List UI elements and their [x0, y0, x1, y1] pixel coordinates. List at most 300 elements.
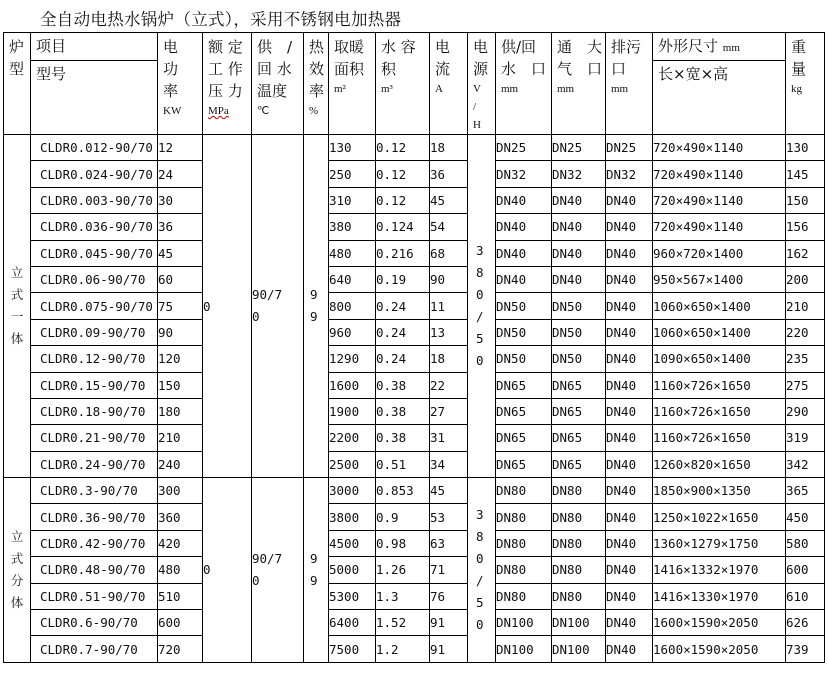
heating-area-cell: 3000	[329, 478, 376, 504]
model-cell: CLDR0.18-90/70	[31, 398, 158, 424]
header-label: 效	[309, 60, 325, 78]
temperature-cell	[252, 135, 304, 478]
header-label: 流	[435, 60, 451, 78]
table-row	[4, 636, 825, 662]
dimensions-cell: 720×490×1140	[653, 187, 786, 213]
current-cell: 90	[430, 266, 468, 292]
drain-cell: DN40	[606, 187, 653, 213]
model-cell: CLDR0.012-90/70	[31, 135, 158, 161]
heating-area-cell: 800	[329, 293, 376, 319]
dimensions-cell: 720×490×1140	[653, 214, 786, 240]
header-unit: m²	[334, 83, 346, 95]
model-cell: CLDR0.075-90/70	[31, 293, 158, 319]
drain-cell: DN40	[606, 346, 653, 372]
voltage-cell	[468, 135, 496, 478]
header-power	[158, 33, 203, 135]
header-label: 取暖	[334, 38, 365, 56]
model-cell: CLDR0.24-90/70	[31, 451, 158, 477]
weight-cell: 626	[786, 610, 825, 636]
vent-cell: DN40	[552, 214, 606, 240]
power-cell: 12	[158, 135, 203, 161]
header-label: 源	[473, 60, 489, 78]
model-cell: CLDR0.036-90/70	[31, 214, 158, 240]
header-label: 供 /	[257, 38, 293, 56]
weight-cell: 275	[786, 372, 825, 398]
power-cell: 60	[158, 266, 203, 292]
vent-cell: DN50	[552, 346, 606, 372]
current-cell: 36	[430, 161, 468, 187]
drain-cell: DN40	[606, 478, 653, 504]
supply-return-cell: DN40	[496, 187, 552, 213]
furnace-type-char: 一	[10, 309, 24, 325]
current-cell: 91	[430, 636, 468, 662]
voltage-char: 8	[476, 528, 484, 544]
table-row	[4, 135, 825, 161]
header-unit: %	[309, 105, 319, 117]
furnace-type-cell	[4, 135, 31, 478]
weight-cell: 130	[786, 135, 825, 161]
header-temperature	[252, 33, 304, 135]
header-dimensions	[653, 33, 786, 61]
heating-area-cell: 130	[329, 135, 376, 161]
pressure-cell: 0	[203, 478, 252, 663]
heating-area-cell: 2500	[329, 451, 376, 477]
vent-cell: DN65	[552, 425, 606, 451]
header-label: 积	[381, 60, 397, 78]
power-cell: 180	[158, 398, 203, 424]
current-cell: 11	[430, 293, 468, 319]
vent-cell: DN100	[552, 636, 606, 662]
model-cell: CLDR0.15-90/70	[31, 372, 158, 398]
furnace-type-char: 立	[10, 528, 24, 544]
temperature-line: 0	[252, 309, 260, 325]
table-row	[4, 214, 825, 240]
dimensions-cell: 1160×726×1650	[653, 425, 786, 451]
dimensions-cell: 1416×1330×1970	[653, 583, 786, 609]
heating-area-cell: 380	[329, 214, 376, 240]
power-cell: 240	[158, 451, 203, 477]
power-cell: 420	[158, 530, 203, 556]
supply-return-cell: DN50	[496, 293, 552, 319]
vent-cell: DN100	[552, 610, 606, 636]
heating-area-cell: 1900	[329, 398, 376, 424]
dimensions-cell: 1360×1279×1750	[653, 530, 786, 556]
drain-cell: DN40	[606, 504, 653, 530]
furnace-type-cell	[4, 478, 31, 663]
dimensions-cell: 1060×650×1400	[653, 293, 786, 319]
vent-cell: DN50	[552, 293, 606, 319]
table-row	[4, 187, 825, 213]
voltage-char: 3	[476, 506, 484, 522]
current-cell: 68	[430, 240, 468, 266]
voltage-char: 5	[476, 331, 484, 347]
dimensions-cell: 720×490×1140	[653, 161, 786, 187]
pressure-cell: 0	[203, 135, 252, 478]
dimensions-cell: 1260×820×1650	[653, 451, 786, 477]
model-cell: CLDR0.36-90/70	[31, 504, 158, 530]
power-cell: 510	[158, 583, 203, 609]
current-cell: 45	[430, 187, 468, 213]
header-label: 通 大	[557, 38, 603, 56]
current-cell: 45	[430, 478, 468, 504]
header-label: 功	[163, 60, 179, 78]
header-unit: kg	[791, 83, 802, 95]
header-unit: m³	[381, 83, 393, 95]
furnace-type-char: 式	[10, 550, 24, 566]
heating-area-cell: 960	[329, 319, 376, 345]
power-cell: 360	[158, 504, 203, 530]
current-cell: 27	[430, 398, 468, 424]
table-row	[4, 319, 825, 345]
heating-area-cell: 2200	[329, 425, 376, 451]
header-label: 面积	[334, 60, 365, 78]
supply-return-cell: DN32	[496, 161, 552, 187]
power-cell: 45	[158, 240, 203, 266]
header-label: 水 口	[501, 60, 547, 78]
vent-cell: DN50	[552, 319, 606, 345]
weight-cell: 235	[786, 346, 825, 372]
header-label: 回 水	[257, 60, 292, 78]
drain-cell: DN40	[606, 636, 653, 662]
model-cell: CLDR0.024-90/70	[31, 161, 158, 187]
header-power-supply	[468, 33, 496, 135]
current-cell: 18	[430, 135, 468, 161]
heating-area-cell: 640	[329, 266, 376, 292]
drain-cell: DN40	[606, 583, 653, 609]
power-cell: 24	[158, 161, 203, 187]
header-label: 排污	[611, 38, 642, 56]
header-label: 型	[9, 60, 25, 78]
temperature-cell	[252, 478, 304, 663]
header-unit: mm	[611, 83, 629, 95]
supply-return-cell: DN40	[496, 240, 552, 266]
header-label: 率	[309, 82, 325, 100]
model-cell: CLDR0.6-90/70	[31, 610, 158, 636]
table-row	[4, 346, 825, 372]
vent-cell: DN80	[552, 504, 606, 530]
weight-cell: 145	[786, 161, 825, 187]
header-label: 电	[163, 38, 179, 56]
furnace-type-char: 体	[10, 594, 24, 610]
vent-cell: DN80	[552, 530, 606, 556]
header-label: 供/回	[501, 38, 537, 56]
header-label: 电	[435, 38, 451, 56]
current-cell: 91	[430, 610, 468, 636]
weight-cell: 739	[786, 636, 825, 662]
supply-return-cell: DN50	[496, 346, 552, 372]
water-volume-cell: 0.24	[376, 293, 430, 319]
drain-cell: DN40	[606, 266, 653, 292]
current-cell: 34	[430, 451, 468, 477]
dimensions-cell: 720×490×1140	[653, 135, 786, 161]
vent-cell: DN32	[552, 161, 606, 187]
table-row	[4, 161, 825, 187]
heating-area-cell: 310	[329, 187, 376, 213]
dimensions-cell: 1250×1022×1650	[653, 504, 786, 530]
header-label: 水 容	[381, 38, 416, 56]
model-cell: CLDR0.045-90/70	[31, 240, 158, 266]
supply-return-cell: DN65	[496, 451, 552, 477]
voltage-cell	[468, 478, 496, 663]
dimensions-cell: 1600×1590×2050	[653, 636, 786, 662]
model-cell: CLDR0.09-90/70	[31, 319, 158, 345]
supply-return-cell: DN65	[496, 372, 552, 398]
voltage-char: /	[476, 309, 484, 325]
table-row	[4, 266, 825, 292]
power-cell: 90	[158, 319, 203, 345]
drain-cell: DN40	[606, 451, 653, 477]
dimensions-cell: 960×720×1400	[653, 240, 786, 266]
model-cell: CLDR0.42-90/70	[31, 530, 158, 556]
header-current	[430, 33, 468, 135]
weight-cell: 162	[786, 240, 825, 266]
water-volume-cell: 0.216	[376, 240, 430, 266]
supply-return-cell: DN65	[496, 425, 552, 451]
vent-cell: DN65	[552, 372, 606, 398]
header-label: 外形尺寸	[658, 37, 723, 55]
water-volume-cell: 0.38	[376, 425, 430, 451]
header-unit: A	[435, 83, 443, 95]
supply-return-cell: DN100	[496, 610, 552, 636]
model-cell: CLDR0.48-90/70	[31, 557, 158, 583]
weight-cell: 450	[786, 504, 825, 530]
header-unit: /	[473, 101, 477, 113]
voltage-char: 0	[476, 287, 484, 303]
water-volume-cell: 0.12	[376, 161, 430, 187]
power-cell: 36	[158, 214, 203, 240]
header-label: 重	[791, 38, 807, 56]
water-volume-cell: 1.3	[376, 583, 430, 609]
current-cell: 22	[430, 372, 468, 398]
heating-area-cell: 7500	[329, 636, 376, 662]
vent-cell: DN65	[552, 398, 606, 424]
document-title: 全自动电热水锅炉（立式），采用不锈钢电加热器	[40, 10, 402, 29]
weight-cell: 610	[786, 583, 825, 609]
weight-cell: 365	[786, 478, 825, 504]
current-cell: 71	[430, 557, 468, 583]
drain-cell: DN40	[606, 610, 653, 636]
efficiency-line: 9	[310, 287, 318, 303]
weight-cell: 319	[786, 425, 825, 451]
header-drain-port	[606, 33, 653, 135]
efficiency-line: 9	[310, 550, 318, 566]
water-volume-cell: 0.24	[376, 319, 430, 345]
table-row	[4, 478, 825, 504]
supply-return-cell: DN80	[496, 583, 552, 609]
table-row	[4, 398, 825, 424]
table-row	[4, 240, 825, 266]
header-label: 工 作	[208, 60, 243, 78]
vent-cell: DN80	[552, 583, 606, 609]
supply-return-cell: DN80	[496, 557, 552, 583]
dimensions-cell: 1090×650×1400	[653, 346, 786, 372]
dimensions-cell: 1060×650×1400	[653, 319, 786, 345]
heating-area-cell: 480	[329, 240, 376, 266]
furnace-type-char: 立	[10, 265, 24, 281]
weight-cell: 200	[786, 266, 825, 292]
water-volume-cell: 1.2	[376, 636, 430, 662]
drain-cell: DN40	[606, 530, 653, 556]
header-unit: mm	[557, 83, 575, 95]
current-cell: 63	[430, 530, 468, 556]
current-cell: 54	[430, 214, 468, 240]
voltage-char: /	[476, 572, 484, 588]
supply-return-cell: DN100	[496, 636, 552, 662]
header-label: 压 力	[208, 82, 243, 100]
drain-cell: DN40	[606, 398, 653, 424]
header-unit: mm	[501, 83, 519, 95]
furnace-type-char: 分	[10, 572, 24, 588]
drain-cell: DN40	[606, 240, 653, 266]
table-row	[4, 372, 825, 398]
heating-area-cell: 6400	[329, 610, 376, 636]
efficiency-line: 9	[310, 572, 318, 588]
header-model: 型号	[31, 61, 158, 135]
header-item: 项目	[31, 33, 158, 61]
weight-cell: 600	[786, 557, 825, 583]
voltage-char: 8	[476, 265, 484, 281]
water-volume-cell: 0.12	[376, 135, 430, 161]
water-volume-cell: 0.24	[376, 346, 430, 372]
header-label: 温度	[257, 82, 288, 100]
current-cell: 31	[430, 425, 468, 451]
model-cell: CLDR0.06-90/70	[31, 266, 158, 292]
temperature-line: 0	[252, 572, 260, 588]
header-efficiency	[304, 33, 329, 135]
header-supply-return-port	[496, 33, 552, 135]
weight-cell: 290	[786, 398, 825, 424]
power-cell: 600	[158, 610, 203, 636]
vent-cell: DN80	[552, 557, 606, 583]
temperature-line: 90/7	[252, 550, 283, 566]
voltage-char: 0	[476, 616, 484, 632]
current-cell: 18	[430, 346, 468, 372]
header-label: 口	[611, 60, 627, 78]
header-furnace-type	[4, 33, 31, 135]
drain-cell: DN25	[606, 135, 653, 161]
weight-cell: 342	[786, 451, 825, 477]
header-label: 率	[163, 82, 179, 100]
header-label: 炉	[9, 38, 25, 56]
drain-cell: DN40	[606, 372, 653, 398]
table-header	[4, 33, 825, 135]
heating-area-cell: 1290	[329, 346, 376, 372]
model-cell: CLDR0.12-90/70	[31, 346, 158, 372]
weight-cell: 580	[786, 530, 825, 556]
table-row	[4, 583, 825, 609]
header-label: 热	[309, 38, 325, 56]
drain-cell: DN40	[606, 319, 653, 345]
table-row	[4, 293, 825, 319]
table-row	[4, 451, 825, 477]
water-volume-cell: 0.12	[376, 187, 430, 213]
power-cell: 75	[158, 293, 203, 319]
efficiency-line: 9	[310, 309, 318, 325]
header-unit: ℃	[257, 105, 270, 117]
supply-return-cell: DN40	[496, 266, 552, 292]
voltage-char: 3	[476, 243, 484, 259]
heating-area-cell: 1600	[329, 372, 376, 398]
voltage-char: 0	[476, 550, 484, 566]
vent-cell: DN25	[552, 135, 606, 161]
header-unit: MPa	[208, 105, 229, 117]
vent-cell: DN80	[552, 478, 606, 504]
current-cell: 13	[430, 319, 468, 345]
water-volume-cell: 0.51	[376, 451, 430, 477]
header-label: 气 口	[557, 60, 603, 78]
temperature-line: 90/7	[252, 287, 283, 303]
dimensions-cell: 1160×726×1650	[653, 372, 786, 398]
table-row	[4, 610, 825, 636]
water-volume-cell: 1.26	[376, 557, 430, 583]
water-volume-cell: 1.52	[376, 610, 430, 636]
heating-area-cell: 5000	[329, 557, 376, 583]
header-label: 量	[791, 60, 807, 78]
furnace-type-char: 体	[10, 331, 24, 347]
table-row	[4, 530, 825, 556]
heating-area-cell: 5300	[329, 583, 376, 609]
voltage-char: 0	[476, 353, 484, 369]
table-row	[4, 557, 825, 583]
weight-cell: 156	[786, 214, 825, 240]
power-cell: 120	[158, 346, 203, 372]
current-cell: 76	[430, 583, 468, 609]
voltage-char: 5	[476, 594, 484, 610]
header-unit: KW	[163, 105, 182, 117]
supply-return-cell: DN40	[496, 214, 552, 240]
heating-area-cell: 250	[329, 161, 376, 187]
power-cell: 300	[158, 478, 203, 504]
vent-cell: DN40	[552, 240, 606, 266]
current-cell: 53	[430, 504, 468, 530]
header-unit: V	[473, 83, 481, 95]
supply-return-cell: DN80	[496, 504, 552, 530]
water-volume-cell: 0.124	[376, 214, 430, 240]
power-cell: 210	[158, 425, 203, 451]
efficiency-cell	[304, 135, 329, 478]
dimensions-cell: 950×567×1400	[653, 266, 786, 292]
dimensions-cell: 1600×1590×2050	[653, 610, 786, 636]
power-cell: 30	[158, 187, 203, 213]
header-dimensions-sub: 长×宽×高	[653, 61, 786, 135]
header-vent-port	[552, 33, 606, 135]
model-cell: CLDR0.51-90/70	[31, 583, 158, 609]
weight-cell: 210	[786, 293, 825, 319]
header-heating-area	[329, 33, 376, 135]
supply-return-cell: DN65	[496, 398, 552, 424]
table-row	[4, 425, 825, 451]
drain-cell: DN32	[606, 161, 653, 187]
furnace-type-char: 式	[10, 287, 24, 303]
heating-area-cell: 4500	[329, 530, 376, 556]
header-unit: mm	[722, 42, 740, 54]
header-pressure	[203, 33, 252, 135]
dimensions-cell: 1850×900×1350	[653, 478, 786, 504]
supply-return-cell: DN50	[496, 319, 552, 345]
vent-cell: DN40	[552, 266, 606, 292]
drain-cell: DN40	[606, 293, 653, 319]
header-label: 额 定	[208, 38, 243, 56]
power-cell: 480	[158, 557, 203, 583]
vent-cell: DN40	[552, 187, 606, 213]
boiler-spec-table	[3, 32, 825, 663]
supply-return-cell: DN80	[496, 530, 552, 556]
header-label: 电	[473, 38, 489, 56]
water-volume-cell: 0.98	[376, 530, 430, 556]
table-row	[4, 504, 825, 530]
water-volume-cell: 0.38	[376, 398, 430, 424]
vent-cell: DN65	[552, 451, 606, 477]
